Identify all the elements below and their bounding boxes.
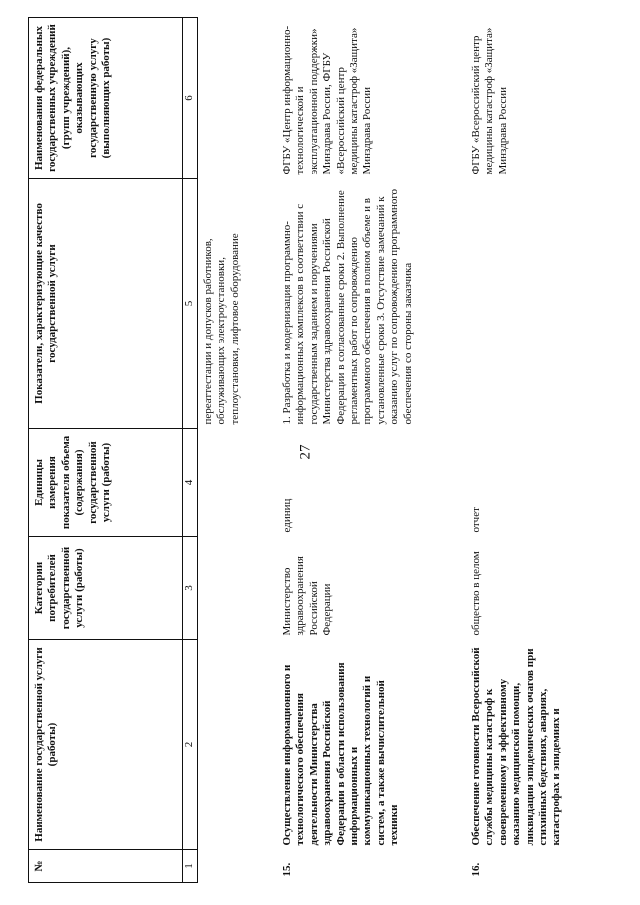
- column-number: 6: [183, 18, 198, 179]
- unit-cell: единиц: [281, 498, 293, 533]
- header-row: [29, 18, 183, 883]
- service-name: Обеспечение готовности Всероссийской службы медицины катастроф к своевременному и эффективному оказанию медицинской помощи, ликвидации эпидемических очагов при стихийных бедствиях, авариях, катастрофах и эпидемиях и: [470, 647, 563, 846]
- institutions-cell: ФГБУ «Всероссийский центр медицины катастроф «Защита» Минздрава России: [470, 27, 509, 175]
- header-service-name: Наименование государственной услуги (работы): [29, 640, 183, 850]
- row-number: 16.: [470, 862, 482, 877]
- quality-cell: переаттестации и допусков работников, обслуживающих электроустановки, теплоустановки, лифтовое оборудование: [202, 233, 241, 425]
- column-number: 5: [183, 179, 198, 429]
- services-table: [28, 17, 565, 883]
- consumers-cell: Министерство здравоохранения Российской Федерации: [281, 556, 334, 636]
- empty-cell: [198, 429, 274, 537]
- unit-cell: отчет: [470, 507, 482, 533]
- column-number: 1: [183, 850, 198, 883]
- column-number: 4: [183, 429, 198, 537]
- table-row: [462, 18, 565, 883]
- empty-cell: [198, 850, 274, 883]
- table-row: [198, 18, 274, 883]
- rotated-table-page: [28, 18, 618, 883]
- page-number: 27: [297, 444, 314, 460]
- empty-cell: [198, 537, 274, 640]
- header-units: Единицы измерения показателя объема (содержания) государственной услуги (работы): [29, 429, 183, 537]
- column-number: 3: [183, 537, 198, 640]
- header-institutions: Наименования федеральных государственных учреждений (групп учреждений), оказывающих государственную услугу (выполняющих работы): [29, 18, 183, 179]
- column-number-row: [183, 18, 198, 883]
- empty-cell: [198, 18, 274, 179]
- consumers-cell: общество в целом: [470, 551, 482, 636]
- row-number: 15.: [281, 862, 293, 877]
- quality-cell: 1. Разработка и модернизация программно-информационных комплексов в соответствии с государственным заданием и поручениями Министерства здравоохранения Российской Федерации в согласованные сроки 2. Выполнение регламентных работ по сопровождению программного обеспечения в полном объеме и в установленные сроки 3. Отсутствие замечаний к оказанию услуг по сопровождению программного обеспечения со стороны заказчика: [281, 188, 414, 425]
- header-quality: Показатели, характеризующие качество государственной услуги: [29, 179, 183, 429]
- table-row: [273, 18, 462, 883]
- service-name: Осуществление информационного и технологического обеспечения деятельности Министерства здравоохранения Российской Федерации в области использования информационных и коммуникационных технологий и систем, а также вычислительной техники: [281, 662, 401, 846]
- institutions-cell: ФГБУ «Центр информационно-технологической и эксплуатационной поддержки» Минздрава России, ФГБУ «Всероссийский центр медицины катастроф «Защита» Минздрава России: [281, 25, 374, 175]
- empty-cell: [198, 640, 274, 850]
- quality-cell: [462, 179, 565, 429]
- header-consumers: Категории потребителей государственной услуги (работы): [29, 537, 183, 640]
- header-number: №: [29, 850, 183, 883]
- column-number: 2: [183, 640, 198, 850]
